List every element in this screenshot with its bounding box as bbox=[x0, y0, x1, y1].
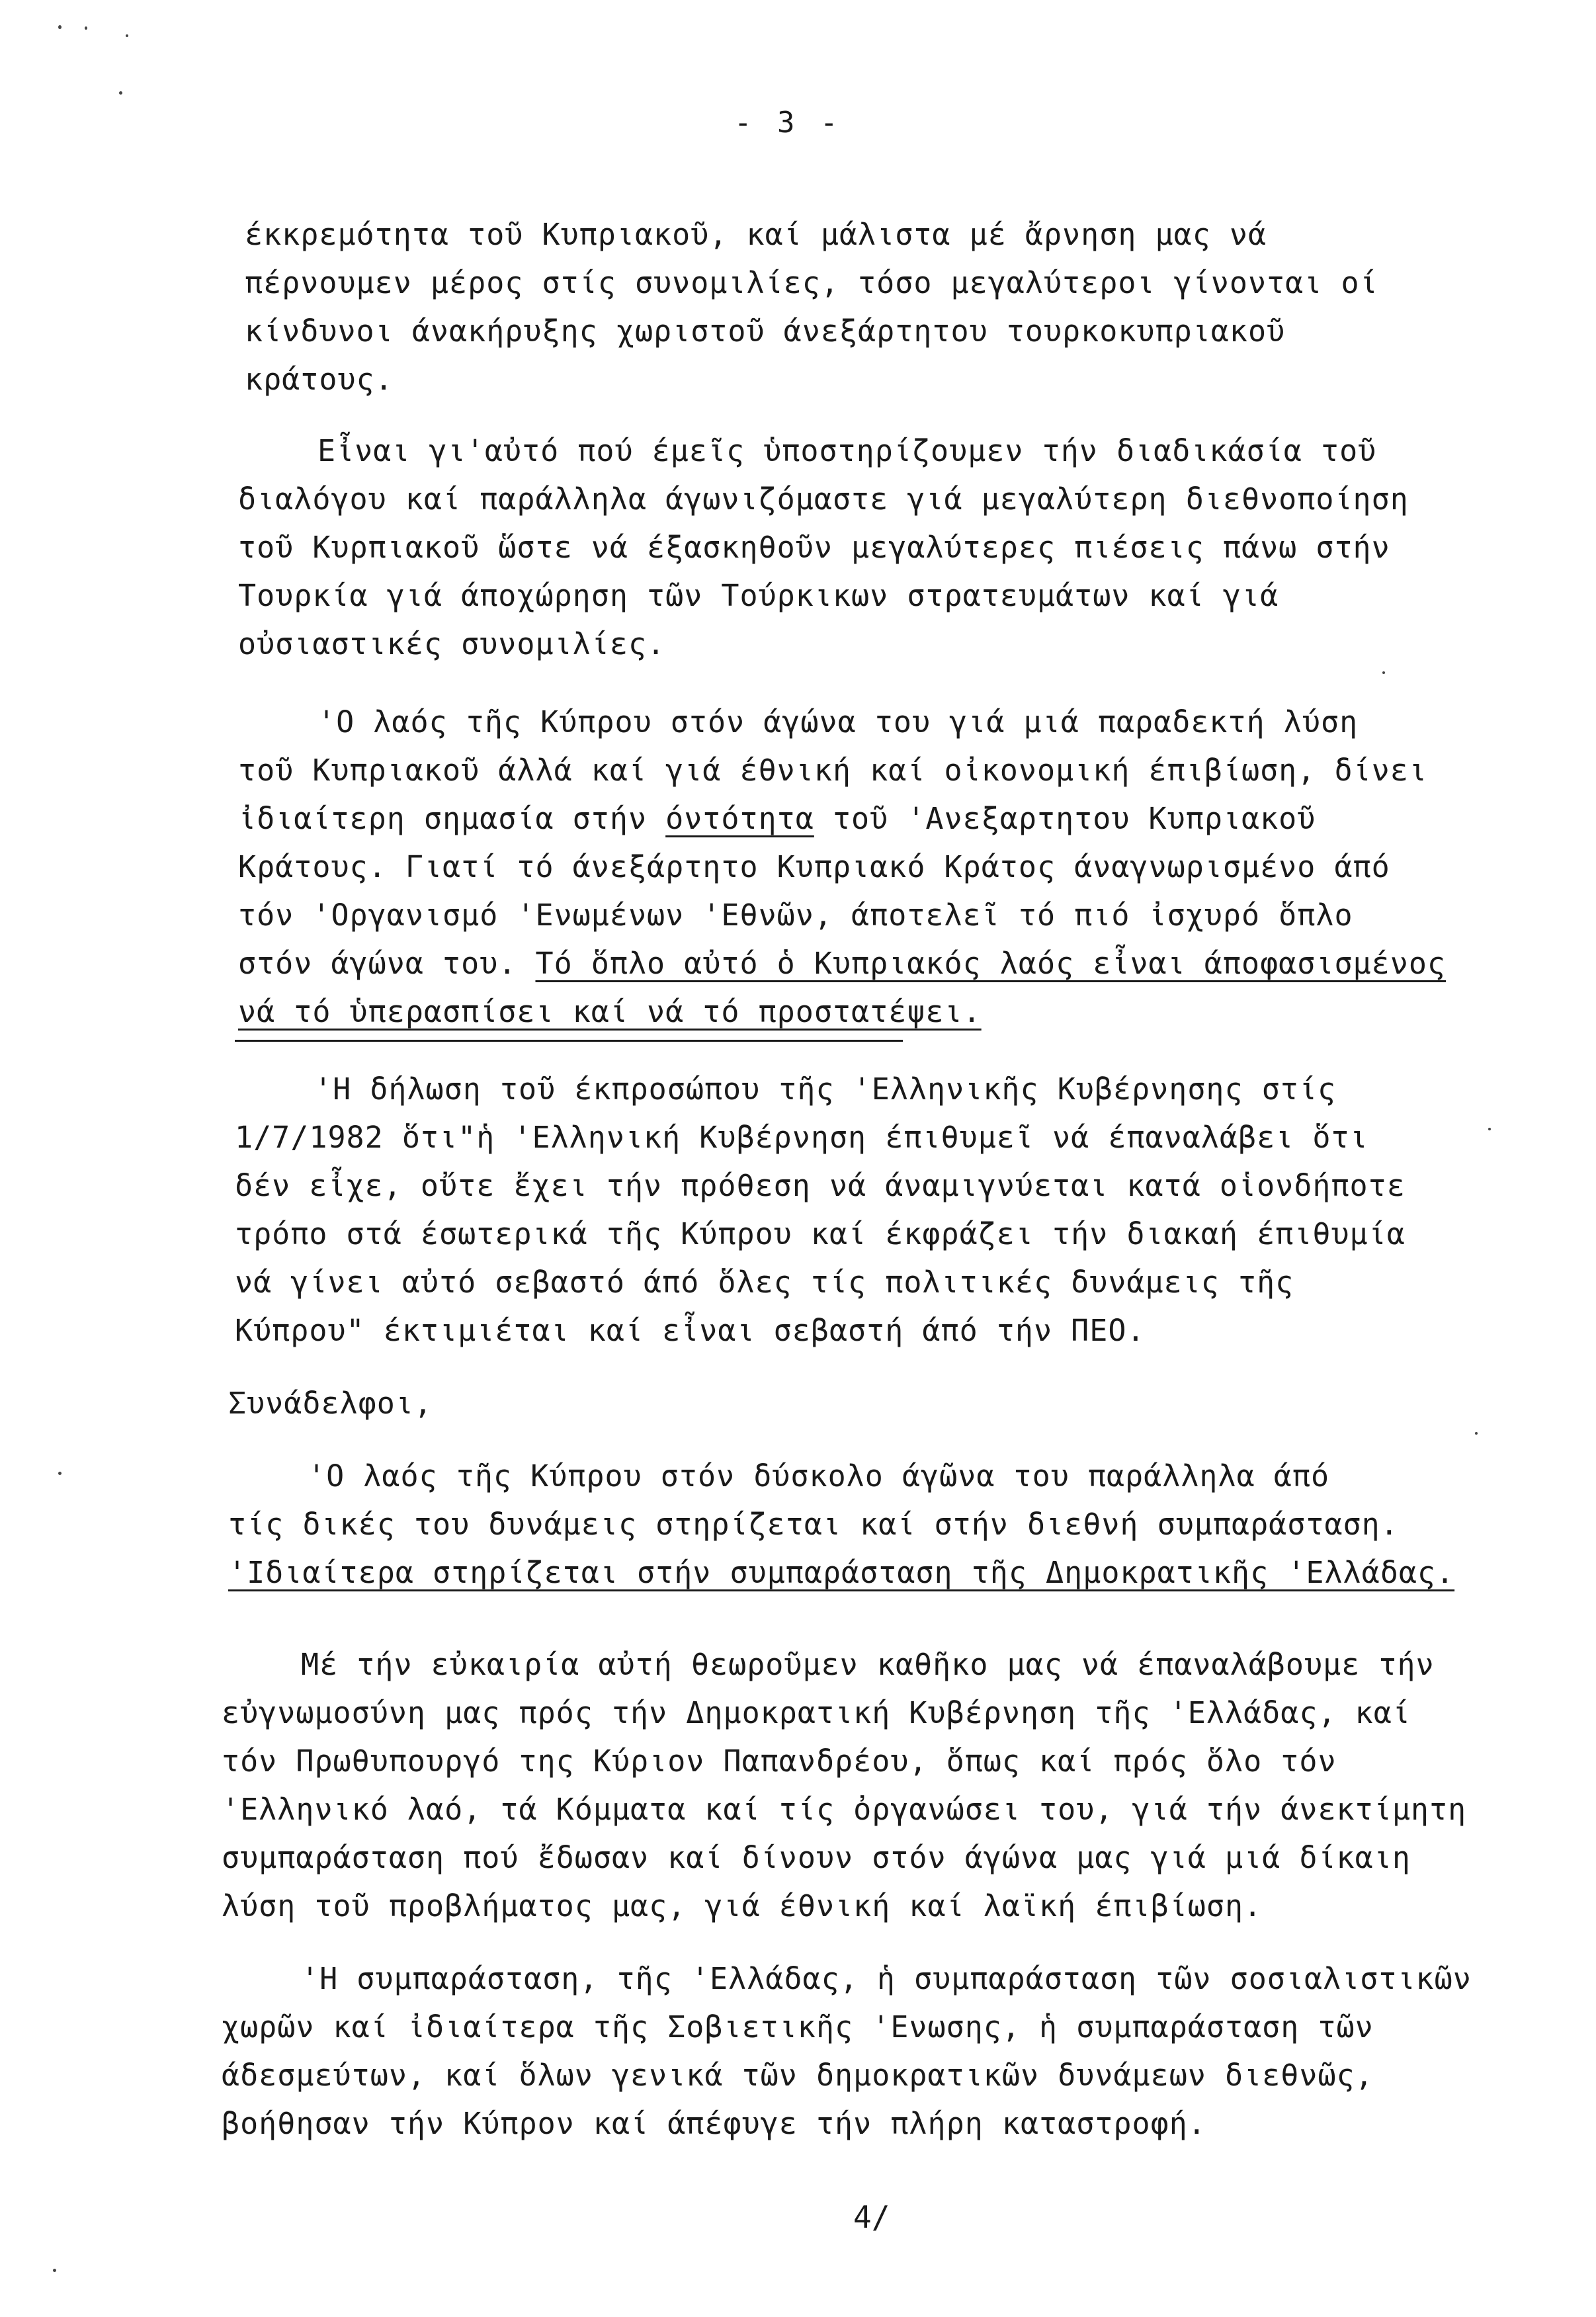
scan-speck bbox=[58, 1472, 62, 1475]
text-line: οὐσιαστικές συνομιλίες. bbox=[238, 626, 666, 661]
text-segment: τοῦ 'Ανεξαρτητου Κυπριακοῦ bbox=[814, 801, 1316, 836]
text-line: εὐγνωμοσύνη μας πρός τήν Δημοκρατική Κυβέρνηση τῆς 'Ελλάδας, καί bbox=[222, 1695, 1411, 1730]
text-line bbox=[238, 939, 1528, 988]
salutation bbox=[228, 1379, 1518, 1427]
text-line: άδεσμεύτων, καί ὅλων γενικά τῶν δημοκρατικῶν δυνάμεων διεθνῶς, bbox=[222, 2058, 1374, 2093]
paragraph-7 bbox=[222, 1955, 1511, 2148]
page-number: - 3 - bbox=[734, 106, 842, 140]
text-line: 'Ελληνικό λαό, τά Κόμματα καί τίς ὀργανώσει του, γιά τήν άνεκτίμητη bbox=[222, 1792, 1467, 1827]
text-line: κίνδυνοι άνακήρυξης χωριστοῦ άνεξάρτητου τουρκοκυπριακοῦ bbox=[245, 314, 1286, 349]
text-line: τοῦ Κυρπιακοῦ ὥστε νά έξασκηθοῦν μεγαλύτερες πιέσεις πάνω στήν bbox=[238, 530, 1390, 565]
scan-speck bbox=[119, 91, 122, 95]
text-line: χωρῶν καί ἰδιαίτερα τῆς Σοβιετικῆς 'Ενωσης, ἡ συμπαράσταση τῶν bbox=[222, 2009, 1374, 2044]
scan-speck bbox=[53, 2269, 56, 2272]
text-line: διαλόγου καί παράλληλα άγωνιζόμαστε γιά μεγαλύτερη διεθνοποίηση bbox=[238, 482, 1409, 517]
text-line: κράτους. bbox=[245, 362, 394, 397]
text-line: τίς δικές του δυνάμεις στηρίζεται καί στήν διεθνή συμπαράσταση. bbox=[228, 1507, 1399, 1542]
text-line: νά γίνει αὐτό σεβαστό άπό ὅλες τίς πολιτικές δυνάμεις τῆς bbox=[235, 1265, 1294, 1300]
scan-speck bbox=[126, 34, 128, 37]
text-line: Μέ τήν εὐκαιρία αὐτή θεωροῦμεν καθῆκο μας νά έπαναλάβουμε τήν bbox=[301, 1647, 1435, 1682]
text-line bbox=[238, 794, 1528, 843]
underline-rule bbox=[235, 1040, 903, 1042]
paragraph-1 bbox=[245, 210, 1534, 403]
text-segment: στόν άγώνα του. bbox=[238, 946, 536, 981]
text-segment: ἰδιαίτερη σημασία στήν bbox=[238, 801, 666, 836]
text-line: Τουρκία γιά άποχώρηση τῶν Τούρκικων στρατευμάτων καί γιά bbox=[238, 578, 1279, 613]
underlined-statement: νά τό ὑπερασπίσει καί νά τό προστατέψει. bbox=[238, 994, 982, 1029]
text-line: λύση τοῦ προβλήματος μας, γιά έθνική καί λαϊκή έπιβίωση. bbox=[222, 1888, 1263, 1923]
paragraph-6 bbox=[222, 1640, 1511, 1930]
text-line: τρόπο στά έσωτερικά τῆς Κύπρου καί έκφράζει τήν διακαή έπιθυμία bbox=[235, 1216, 1406, 1251]
text-line: δέν εἶχε, οὔτε ἔχει τήν πρόθεση νά άναμιγνύεται κατά οἱονδήποτε bbox=[235, 1168, 1406, 1203]
text-line: συμπαράσταση πού ἔδωσαν καί δίνουν στόν άγώνα μας γιά μιά δίκαιη bbox=[222, 1840, 1411, 1875]
paragraph-4 bbox=[235, 1065, 1525, 1355]
text-line bbox=[228, 1548, 1518, 1597]
text-line: 'Η δήλωση τοῦ έκπροσώπου τῆς 'Ελληνικῆς Κυβέρνησης στίς bbox=[314, 1072, 1337, 1107]
underlined-statement: Τό ὅπλο αὐτό ὁ Κυπριακός λαός εἶναι άποφασισμένος bbox=[535, 946, 1447, 981]
scan-speck bbox=[85, 26, 87, 30]
text-line: τόν 'Οργανισμό 'Ενωμένων 'Εθνῶν, άποτελεῖ τό πιό ἰσχυρό ὅπλο bbox=[238, 898, 1353, 933]
paragraph-2 bbox=[238, 427, 1528, 668]
text-line: έκκρεμότητα τοῦ Κυπριακοῦ, καί μάλιστα μέ ἄρνηση μας νά bbox=[245, 217, 1267, 252]
text-line: Κύπρου" έκτιμιέται καί εἶναι σεβαστή άπό τήν ΠΕΟ. bbox=[235, 1313, 1146, 1348]
underlined-statement: 'Ιδιαίτερα στηρίζεται στήν συμπαράσταση τῆς Δημοκρατικῆς 'Ελλάδας. bbox=[228, 1555, 1455, 1590]
scan-speck bbox=[58, 25, 62, 29]
text-line: Εἶναι γι'αὐτό πού έμεῖς ὑποστηρίζουμεν τήν διαδικάσία τοῦ bbox=[317, 433, 1377, 468]
scan-speck bbox=[1382, 671, 1385, 674]
text-line: Συνάδελφοι, bbox=[228, 1386, 433, 1421]
text-line: τόν Πρωθυπουργό της Κύριον Παπανδρέου, ὅπως καί πρός ὅλο τόν bbox=[222, 1744, 1337, 1779]
scan-speck bbox=[1475, 1432, 1478, 1435]
text-line: 'Ο λαός τῆς Κύπρου στόν δύσκολο άγῶνα του παράλληλα άπό bbox=[308, 1458, 1330, 1494]
underlined-word: όντότητα bbox=[665, 801, 814, 836]
text-line: Κράτους. Γιατί τό άνεξάρτητο Κυπριακό Κράτος άναγνωρισμένο άπό bbox=[238, 849, 1390, 884]
text-line: 1/7/1982 ὅτι"ἡ 'Ελληνική Κυβέρνηση έπιθυμεῖ νά έπαναλάβει ὅτι bbox=[235, 1120, 1368, 1155]
scan-speck bbox=[1488, 1128, 1491, 1130]
text-line: τοῦ Κυπριακοῦ άλλά καί γιά έθνική καί οἰκονομική έπιβίωση, δίνει bbox=[238, 753, 1427, 788]
text-line: 'Η συμπαράσταση, τῆς 'Ελλάδας, ἡ συμπαράσταση τῶν σοσιαλιστικῶν bbox=[301, 1961, 1472, 1996]
continuation-marker: 4/ bbox=[853, 2199, 890, 2235]
text-line: 'Ο λαός τῆς Κύπρου στόν άγώνα του γιά μιά παραδεκτή λύση bbox=[317, 704, 1359, 739]
text-line bbox=[238, 988, 1528, 1036]
paragraph-3 bbox=[238, 698, 1528, 1036]
text-line: βοήθησαν τήν Κύπρον καί άπέφυγε τήν πλήρη καταστροφή. bbox=[222, 2106, 1206, 2141]
paragraph-5 bbox=[228, 1452, 1518, 1597]
text-line: πέρνουμεν μέρος στίς συνομιλίες, τόσο μεγαλύτεροι γίνονται οί bbox=[245, 265, 1378, 300]
